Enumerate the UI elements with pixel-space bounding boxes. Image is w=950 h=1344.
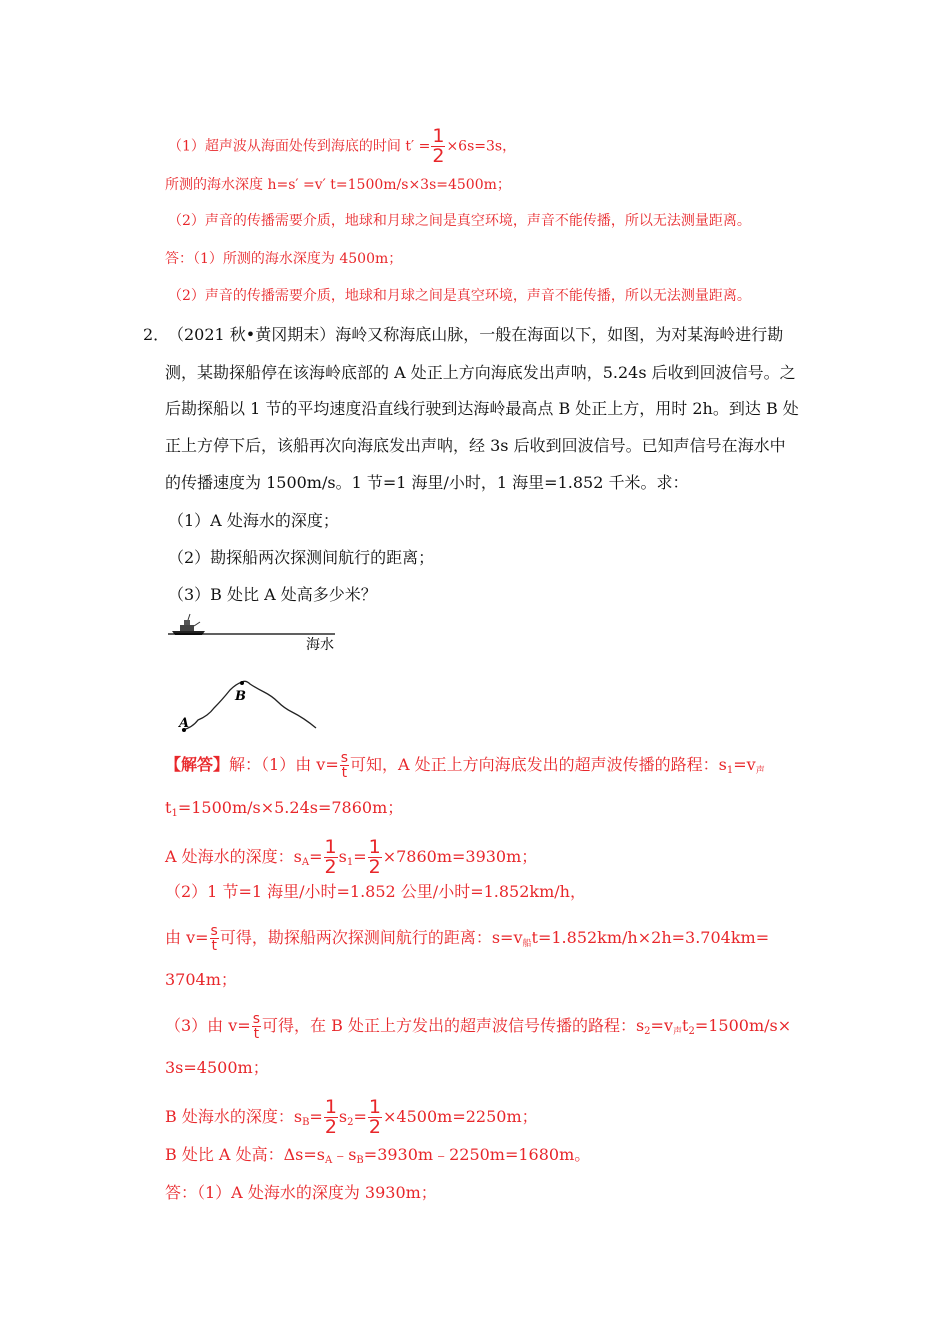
- solution-prev-answer-2: （2）声音的传播需要介质，地球和月球之间是真空环境，声音不能传播，所以无法测量距离。: [168, 288, 751, 304]
- solution-line-4: （2）1 节=1 海里/小时=1.852 公里/小时=1.852km/h，: [165, 882, 586, 901]
- fraction-one-half: $\frac{1}{2}$: [324, 836, 337, 878]
- fraction-one-half: $\frac{1}{2}$: [324, 1096, 337, 1138]
- solution-line-3: A 处海水的深度：$s_A=$ $\frac{1}{2}$ $s_1=$ $\frac{1}{2}$ ×7860m=3930m；: [165, 836, 538, 878]
- seabed-profile: [182, 681, 316, 730]
- solution-prev-line-2: 所测的海水深度 h=s′ =v′ t=1500m/s×3s=4500m；: [165, 177, 511, 193]
- sub-question-3: （3）B 处比 A 处高多少米？: [168, 585, 377, 604]
- ship-icon: [172, 614, 205, 635]
- point-b-dot: [240, 681, 244, 685]
- solution-line-10: B 处比 A 处高：$\Delta s=s_A﹣s_B=3930m﹣2250m=1680m$。: [165, 1145, 591, 1166]
- answer-tag: 【解答】: [165, 755, 230, 774]
- fraction-s-over-t: $\frac{s}{t}$: [210, 923, 218, 954]
- solution-line-5: 由 v= $\frac{s}{t}$ 可得，勘探船两次探测间航行的距离：s=v船t=1.852km/h×2h=3.704km=: [165, 923, 770, 954]
- solution-line-2: $t_1=1500m/s\times 5.24s=7860m$；: [165, 798, 404, 819]
- sub-question-1: （1）A 处海水的深度；: [168, 511, 339, 530]
- sub-question-2: （2）勘探船两次探测间航行的距离；: [168, 548, 435, 567]
- point-a-label: A: [179, 716, 190, 731]
- point-b-label: B: [235, 689, 246, 704]
- solution-line-6: 3704m；: [165, 970, 237, 989]
- solution-answer-1: 答：（1）A 处海水的深度为 3930m；: [165, 1183, 437, 1202]
- question-number: 2．: [143, 325, 170, 344]
- question-text-line-3: 后勘探船以 1 节的平均速度沿直线行驶到达海岭最高点 B 处正上方，用时 2h。到达 B 处: [165, 399, 799, 418]
- question-text-line-5: 的传播速度为 1500m/s。1 节=1 海里/小时，1 海里=1.852 千米。求：: [165, 473, 689, 492]
- fraction-s-over-t: $\frac{s}{t}$: [252, 1011, 261, 1042]
- seamount-figure: [160, 612, 360, 742]
- solution-line-9: B 处海水的深度：$s_B=$ $\frac{1}{2}$ $s_2=$ $\frac{1}{2}$ ×4500m=2250m；: [165, 1096, 538, 1138]
- solution-prev-answer-1: 答：（1）所测的海水深度为 4500m；: [165, 251, 403, 267]
- solution-line-8: 3s=4500m；: [165, 1058, 269, 1077]
- solution-prev-line-1: （1）超声波从海面处传到海底的时间 t′ = $\frac{1}{2}$ ×6s=3s，: [168, 125, 517, 167]
- solution-line-1: 【解答】解：（1）由 v= $\frac{s}{t}$ 可知，A 处正上方向海底发出的超声波传播的路程：$s_1=v$声: [165, 750, 765, 781]
- solution-prev-line-3: （2）声音的传播需要介质，地球和月球之间是真空环境，声音不能传播，所以无法测量距离。: [168, 213, 751, 229]
- question-text-line-1: （2021 秋•黄冈期末）海岭又称海底山脉，一般在海面以下，如图，为对某海岭进行勘: [168, 325, 784, 344]
- water-label: 海水: [306, 637, 334, 653]
- fraction-one-half: $\frac{1}{2}$: [368, 836, 381, 878]
- fraction-one-half: $\frac{1}{2}$: [368, 1096, 382, 1138]
- solution-line-7: （3）由 v= $\frac{s}{t}$ 可得，在 B 处正上方发出的超声波信号传播的路程：$s_2=v$声$t_2=1500m/s\times$: [165, 1011, 792, 1042]
- question-text-line-4: 正上方停下后，该船再次向海底发出声呐，经 3s 后收到回波信号。已知声信号在海水中: [165, 436, 786, 455]
- fraction-s-over-t: $\frac{s}{t}$: [340, 750, 349, 781]
- fraction-one-half: $\frac{1}{2}$: [432, 125, 445, 167]
- question-text-line-2: 测，某勘探船停在该海岭底部的 A 处正上方向海底发出声呐，5.24s 后收到回波信号。之: [165, 363, 796, 382]
